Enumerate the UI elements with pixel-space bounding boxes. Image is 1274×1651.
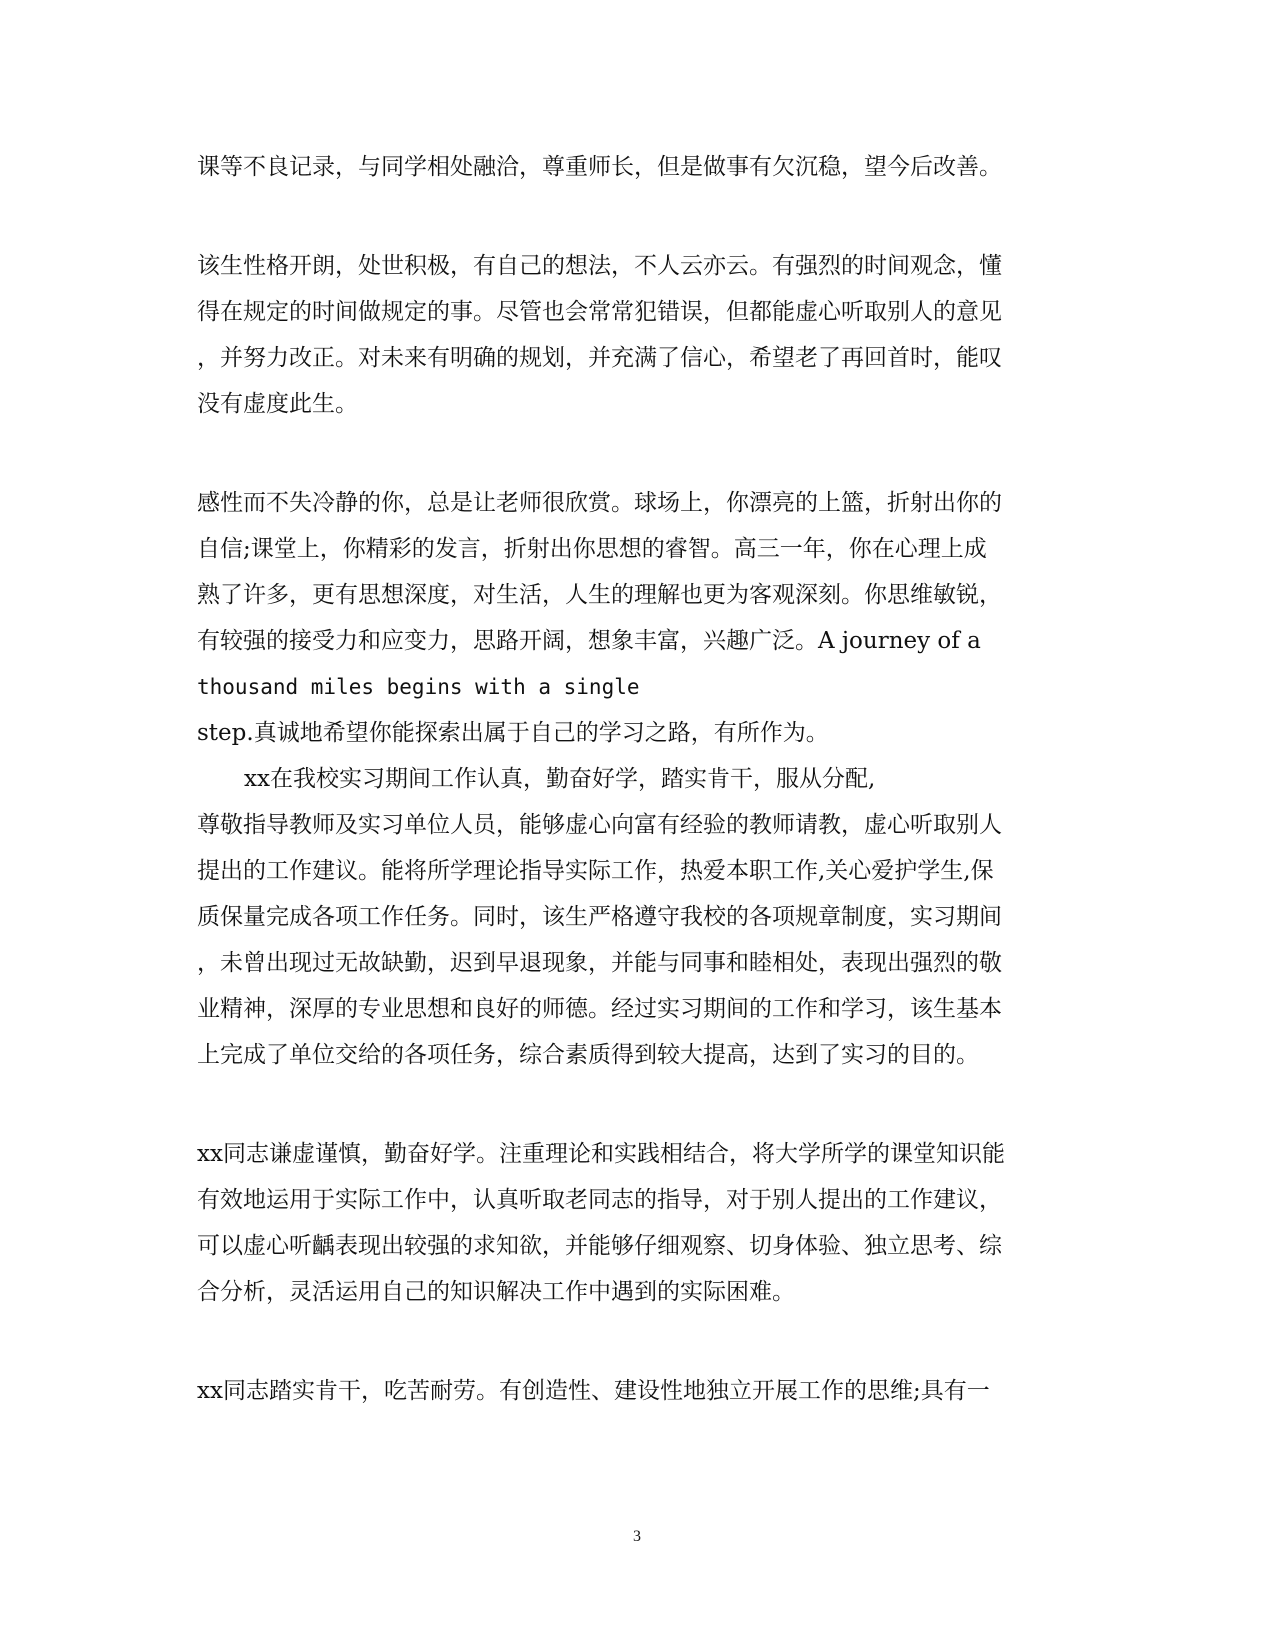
text-line: 提出的工作建议。能将所学理论指导实际工作，热爱本职工作,关心爱护学生,保 xyxy=(197,858,994,884)
text-line: 没有虚度此生。 xyxy=(197,391,358,417)
page-number: 3 xyxy=(633,1528,641,1545)
text-line: 熟了许多，更有思想深度，对生活，人生的理解也更为客观深刻。你思维敏锐， xyxy=(197,582,1002,608)
text-line: 业精神，深厚的专业思想和良好的师德。经过实习期间的工作和学习，该生基本 xyxy=(197,996,1002,1022)
text-line: ，未曾出现过无故缺勤，迟到早退现象，并能与同事和睦相处，表现出强烈的敬 xyxy=(197,950,1002,976)
text-line: 可以虚心听齲表现出较强的求知欲，并能够仔细观察、切身体验、独立思考、综 xyxy=(197,1233,1002,1259)
text-line: 得在规定的时间做规定的事。尽管也会常常犯错误，但都能虚心听取别人的意见 xyxy=(197,299,1002,325)
text-line: 有较强的接受力和应变力，思路开阔，想象丰富，兴趣广泛。A journey of a xyxy=(197,628,981,654)
text-line: 感性而不失冷静的你，总是让老师很欣赏。球场上，你漂亮的上篮，折射出你的 xyxy=(197,490,1002,516)
text-line: 课等不良记录，与同学相处融洽，尊重师长，但是做事有欠沉稳，望今后改善。 xyxy=(197,154,1002,180)
text-line: 合分析，灵活运用自己的知识解决工作中遇到的实际困难。 xyxy=(197,1279,795,1305)
text-line: 该生性格开朗，处世积极，有自己的想法，不人云亦云。有强烈的时间观念，懂 xyxy=(197,253,1002,279)
text-line: thousand miles begins with a single xyxy=(197,675,640,699)
text-line: 有效地运用于实际工作中，认真听取老同志的指导，对于别人提出的工作建议， xyxy=(197,1187,1002,1213)
text-line: 自信;课堂上，你精彩的发言，折射出你思想的睿智。高三一年，你在心理上成 xyxy=(197,536,987,562)
text-line: 尊敬指导教师及实习单位人员，能够虚心向富有经验的教师请教，虚心听取别人 xyxy=(197,812,1002,838)
text-line: xx同志谦虚谨慎，勤奋好学。注重理论和实践相结合，将大学所学的课堂知识能 xyxy=(197,1141,1005,1167)
text-line: xx同志踏实肯干，吃苦耐劳。有创造性、建设性地独立开展工作的思维;具有一 xyxy=(197,1378,990,1404)
text-line: 上完成了单位交给的各项任务，综合素质得到较大提高，达到了实习的目的。 xyxy=(197,1042,979,1068)
text-line: step.真诚地希望你能探索出属于自己的学习之路，有所作为。 xyxy=(197,720,829,746)
text-line: 质保量完成各项工作任务。同时，该生严格遵守我校的各项规章制度，实习期间 xyxy=(197,904,1002,930)
text-line: ，并努力改正。对未来有明确的规划，并充满了信心，希望老了再回首时，能叹 xyxy=(197,345,1002,371)
text-line: xx在我校实习期间工作认真，勤奋好学，踏实肯干，服从分配, xyxy=(244,766,876,792)
